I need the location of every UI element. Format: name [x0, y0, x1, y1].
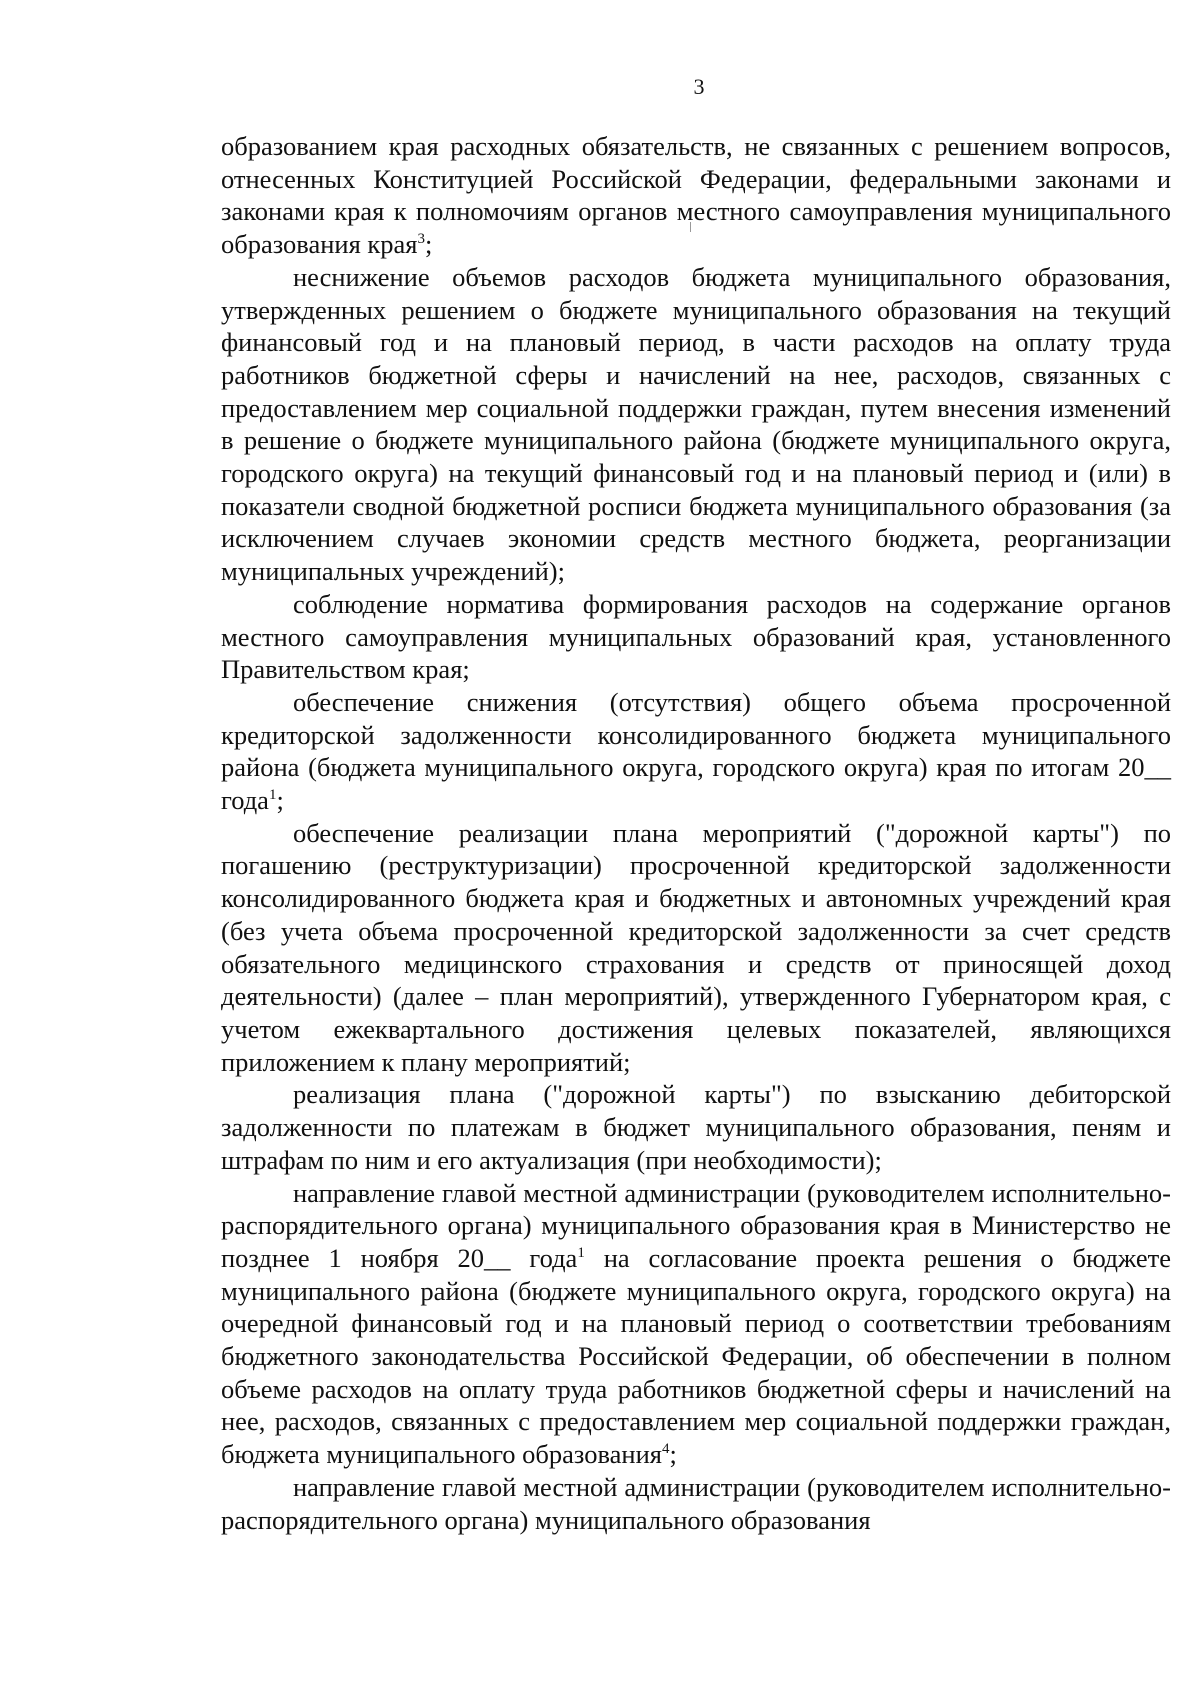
paragraph-7-tail2: ;	[669, 1439, 677, 1470]
paragraph-8-text: направление главой местной администрации (руководителем исполнительно-распорядительного органа) муниципального образования	[221, 1471, 1171, 1535]
paragraph-6-text: реализация плана ("дорожной карты") по взысканию дебиторской задолженности по платежам в бюджет муниципального образования, пеням и штрафам по ним и его актуализация (при необходимости);	[221, 1079, 1171, 1175]
paragraph-1-text: образованием края расходных обязательств, не связанных с решением вопросов, отнесенных Конституцией Российской Федерации, федеральными законами и законами края к полномочиям органов местного самоуправления муниципального образования края	[221, 131, 1171, 260]
paragraph-1-tail: ;	[425, 229, 433, 260]
paragraph-7-tail: на согласование проекта решения о бюджете муниципального района (бюджете муниципального округа, городского округа) на очередной финансовый год и на плановый период о соответствии требованиям бюджетного законодательства Российской Федерации, об обеспечении в полном объеме расходов на оплату труда работников бюджетной сферы и начислений на нее, расходов, связанных с предоставлением мер социальной поддержки граждан, бюджета муниципального образования	[221, 1242, 1171, 1470]
footnote-ref-1b: 1	[577, 1245, 585, 1262]
footnote-ref-1: 1	[268, 787, 277, 804]
footnote-ref-4: 4	[661, 1441, 670, 1458]
paragraph-4	[221, 686, 1171, 817]
paragraph-7	[221, 1177, 1171, 1471]
paragraph-2	[221, 261, 1171, 588]
page-number: 3	[693, 74, 705, 99]
footnote-ref-3: 3	[417, 231, 425, 248]
paragraph-4-tail: ;	[276, 785, 284, 816]
paragraph-8	[221, 1471, 1171, 1536]
paragraph-5	[221, 817, 1171, 1079]
paragraph-5-text: обеспечение реализации плана мероприятий ("дорожной карты") по погашению (реструктуризации) просроченной кредиторской задолженности консолидированного бюджета края и бюджетных и автономных учреждений края (без учета объема просроченной кредиторской задолженности за счет средств обязательного медицинского страхования и средств от приносящей доход деятельности) (далее – план мероприятий), утвержденного Губернатором края, с учетом ежеквартального достижения целевых показателей, являющихся приложением к плану мероприятий;	[221, 817, 1171, 1077]
paragraph-6	[221, 1078, 1171, 1176]
paragraph-4-text: обеспечение снижения (отсутствия) общего объема просроченной кредиторской задолженности консолидированного бюджета муниципального района (бюджета муниципального округа, городского округа) края по итогам 20__ года	[221, 686, 1171, 816]
paragraph-2-text: неснижение объемов расходов бюджета муниципального образования, утвержденных решением о бюджете муниципального образования на текущий финансовый год и на плановый период, в части расходов на оплату труда работников бюджетной сферы и начислений на нее, расходов, связанных с предоставлением мер социальной поддержки граждан, путем внесения изменений в решение о бюджете муниципального района (бюджете муниципального округа, городского округа) на текущий финансовый год и на плановый период и (или) в показатели сводной бюджетной росписи бюджета муниципального образования (за исключением случаев экономии средств местного бюджета, реорганизации муниципальных учреждений);	[221, 261, 1171, 587]
paragraph-3	[221, 588, 1171, 686]
paragraph-1	[221, 130, 1171, 261]
document-body	[221, 130, 1171, 1536]
paragraph-7-text: направление главой местной администрации (руководителем исполнительно-распорядительного органа) муниципального образования края в Министерство не позднее 1 ноября 20__ года	[221, 1177, 1171, 1273]
paragraph-3-text: соблюдение норматива формирования расходов на содержание органов местного самоуправления муниципальных образований края, установленного Правительством края;	[221, 588, 1171, 685]
